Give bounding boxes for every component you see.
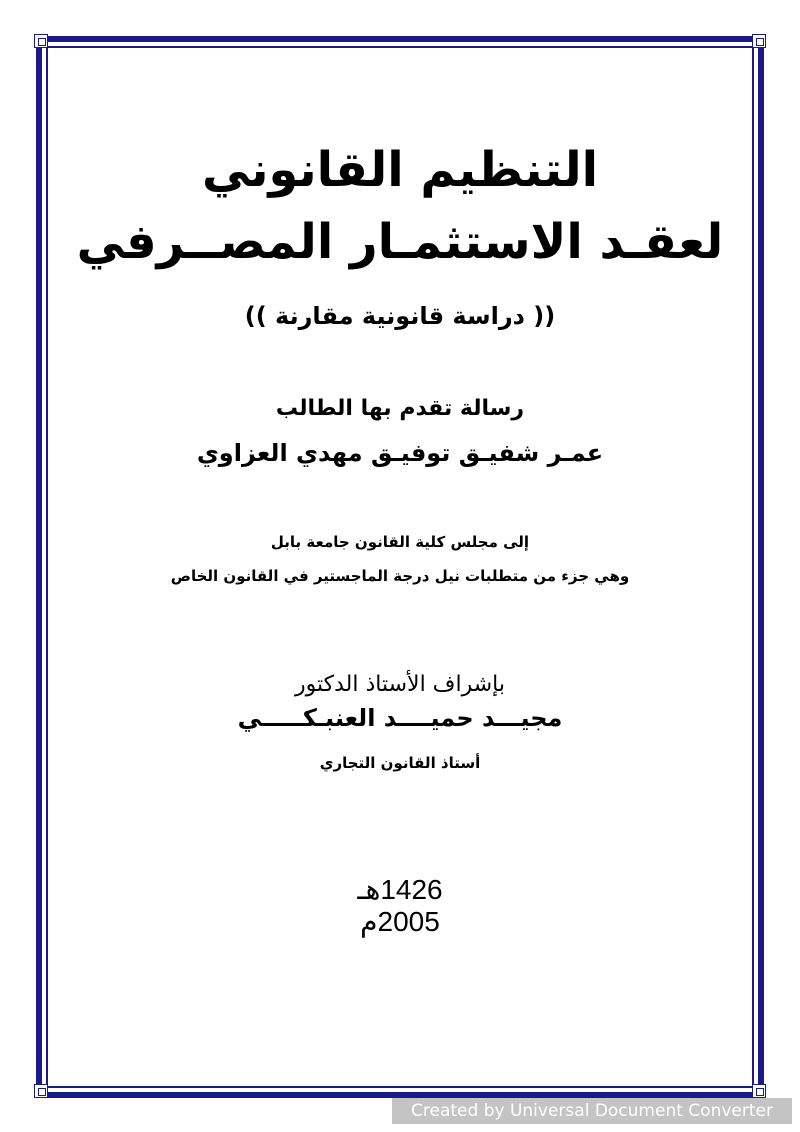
subtitle: (( دراسة قانونية مقارنة )) (244, 302, 556, 330)
student-name: عمـر شفيـق توفيـق مهدي العزاوي (196, 439, 604, 467)
college-line: إلى مجلس كلية القانون جامعة بابل (270, 533, 530, 551)
corner-ornament-top-right (752, 34, 766, 48)
corner-ornament-bottom-left (34, 1084, 48, 1098)
year-gregorian: 2005م (360, 906, 440, 937)
purpose-line: وهي جزء من متطلبات نيل درجة الماجستير في القانون الخاص (170, 567, 630, 585)
supervisor-name: مجيـــد حميــــد العنبـكـــــي (237, 704, 563, 732)
thesis-intro: رسالة تقدم بها الطالب (275, 396, 525, 421)
supervisor-title: أستاذ القانون التجاري (319, 754, 481, 772)
title-line-2: لعقـد الاستثمـار المصــرفي (76, 214, 724, 270)
corner-ornament-top-left (34, 34, 48, 48)
converter-watermark: Created by Universal Document Converter (392, 1098, 792, 1124)
supervision-line: بإشراف الأستاذ الدكتور (295, 672, 505, 697)
year-hijri: 1426هـ (357, 874, 443, 905)
title-line-1: التنظيم القانوني (201, 142, 599, 198)
corner-ornament-bottom-right (752, 1084, 766, 1098)
